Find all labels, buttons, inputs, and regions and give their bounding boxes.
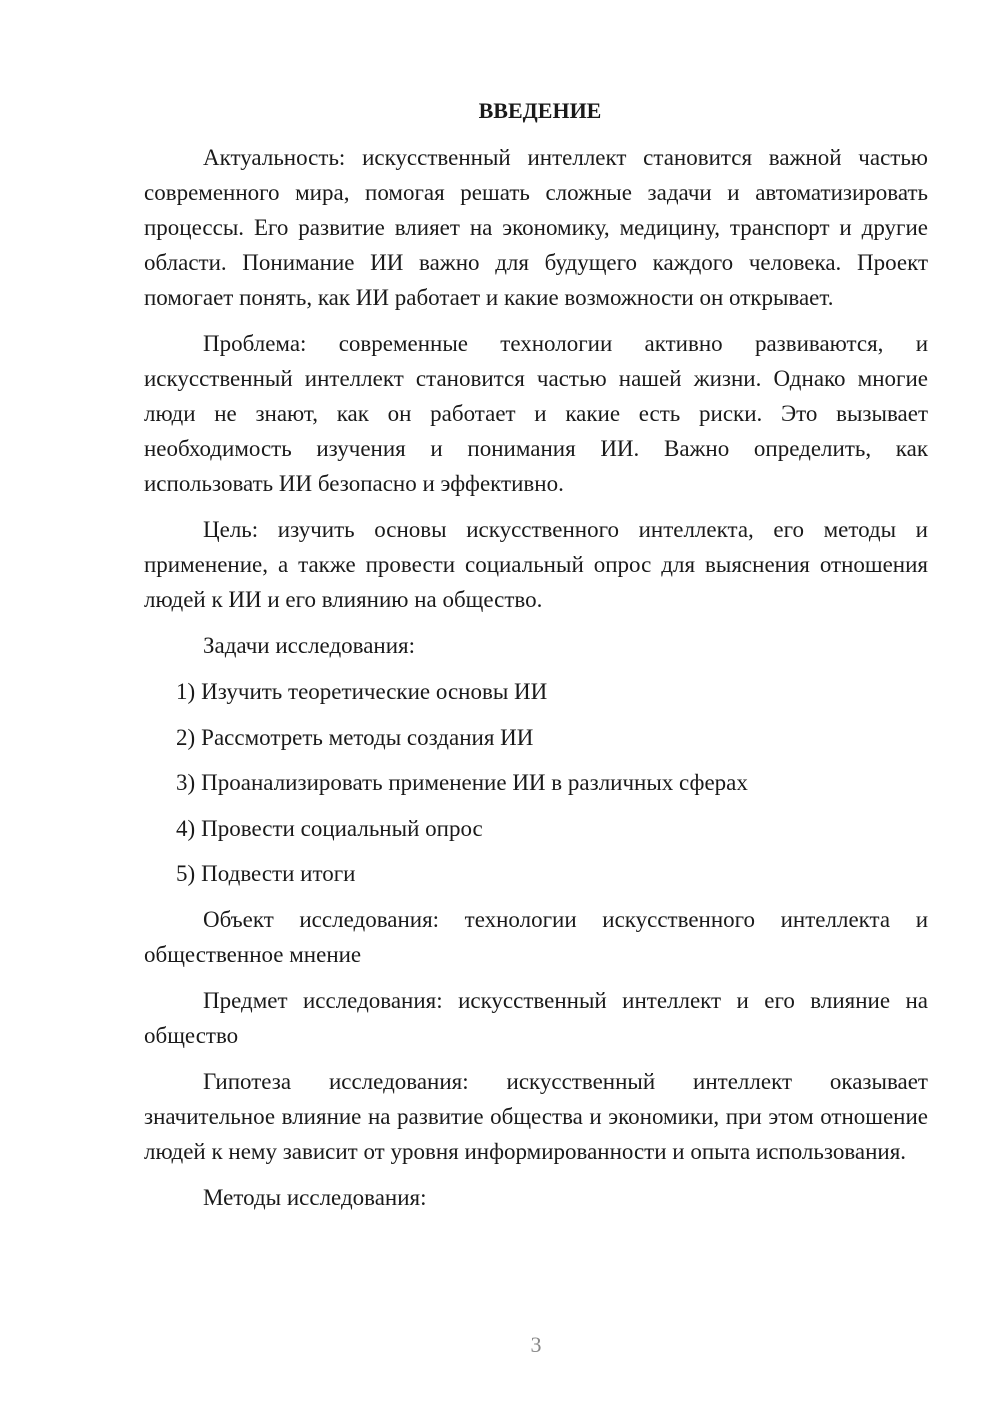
list-item <box>144 856 928 891</box>
paragraph-problem: Проблема: современные технологии активно развиваются, и искусственный интеллект становится частью нашей жизни. Однако многие люди не знают, как он работает и какие есть риски. Это вызывает необходимость изучения и понимания ИИ. Важно определить, как использовать ИИ безопасно и эффективно. <box>144 331 928 496</box>
list-item-text: Подвести итоги <box>201 861 356 886</box>
list-item-number: 3) <box>176 770 196 795</box>
paragraph-subject: Предмет исследования: искусственный интеллект и его влияние на общество <box>144 988 928 1048</box>
paragraph-hypothesis: Гипотеза исследования: искусственный интеллект оказывает значительное влияние на развитие общества и экономики, при этом отношение людей к нему зависит от уровня информированности и опыта использования. <box>144 1069 928 1164</box>
list-item-text: Изучить теоретические основы ИИ <box>201 679 548 704</box>
list-item-number: 2) <box>176 724 196 750</box>
paragraph-methods-intro: Методы исследования: <box>203 1185 427 1210</box>
list-item <box>144 811 928 846</box>
list-item <box>144 765 928 800</box>
list-item-text: Проанализировать применение ИИ в различных сферах <box>201 770 748 795</box>
list-item-number: 5) <box>176 861 196 886</box>
paragraph-relevance: Актуальность: искусственный интеллект становится важной частью современного мира, помогая решать сложные задачи и автоматизировать процессы. Его развитие влияет на экономику, медицину, транспорт и другие области. Понимание ИИ важно для будущего каждого человека. Проект помогает понять, как ИИ работает и какие возможности он открывает. <box>144 145 928 310</box>
page-number: 3 <box>530 1332 542 1357</box>
paragraph-goal: Цель: изучить основы искусственного интеллекта, его методы и применение, а также провести социальный опрос для выяснения отношения людей к ИИ и его влиянию на общество. <box>144 517 928 612</box>
list-item-text: Рассмотреть методы создания ИИ <box>201 724 534 750</box>
text-column <box>144 94 928 1226</box>
paragraph-object: Объект исследования: технологии искусственного интеллекта и общественное мнение <box>144 907 928 967</box>
list-item-number: 4) <box>176 815 196 841</box>
list-item <box>144 674 928 709</box>
list-item <box>144 720 928 755</box>
tasks-list <box>144 674 928 891</box>
list-item-number: 1) <box>176 679 196 704</box>
list-item-text: Провести социальный опрос <box>201 815 483 841</box>
paragraph-tasks-intro: Задачи исследования: <box>203 633 416 658</box>
page-title: ВВЕДЕНИЕ <box>478 98 602 123</box>
